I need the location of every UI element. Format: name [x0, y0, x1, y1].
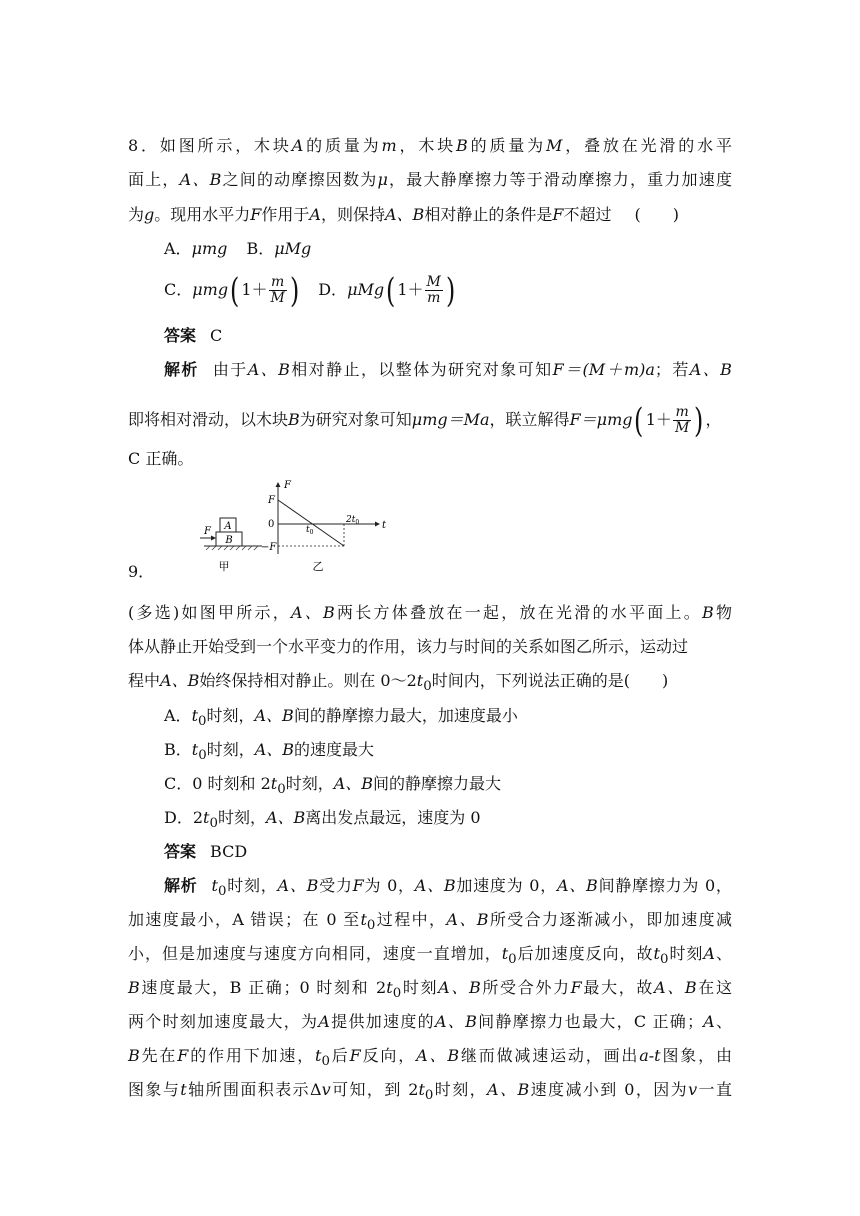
- q9-stem-line-1: (多选)如图甲所示，A、B两长方体叠放在一起，放在光滑的水平面上。B物: [128, 603, 732, 622]
- block-a-label: A: [224, 521, 232, 532]
- q9-figure: [192, 478, 402, 578]
- q9-option-b: B．$t_0$时刻，A、B的速度最大: [164, 740, 375, 764]
- figure-yi-caption: 乙: [312, 560, 324, 573]
- q9-option-a: A．$t_0$时刻，A、B间的静摩擦力最大，加速度最小: [164, 706, 518, 730]
- analysis-label: 解析: [164, 360, 199, 379]
- tick-zero: 0: [268, 519, 275, 530]
- figure-jia-blocks: [200, 518, 262, 573]
- q8-option-a: μmg: [191, 239, 228, 258]
- tick-2t0: $2t_0$: [346, 515, 360, 526]
- q8-analysis-line-2: 即将相对滑动，以木块B为研究对象可知μmg＝Ma，联立解得F＝μmg( 1＋ $\frac{m}{M}$ ) ，: [128, 400, 722, 441]
- q9-number: 9．: [128, 562, 155, 581]
- q8-options-ab: A．μmg B．μMg: [164, 239, 312, 258]
- q9-stem-line-3: 程中A、B始终保持相对静止。则在 $0\sim 2t_0$时间内，下列说法正确的是( ): [128, 671, 669, 695]
- force-f-label: F: [204, 526, 211, 537]
- q9-analysis-line-3: 小，但是加速度与速度方向相同，速度一直增加，$t_0$后加速度反向，故$t_0$时刻A、: [128, 944, 732, 968]
- q9-analysis-line-1: 解析 $t_0$时刻，A、B受力F为 0，A、B加速度为 0，A、B间静摩擦力为 0，: [164, 876, 732, 900]
- q9-option-d: D．$2t_0$时刻，A、B离出发点最远，速度为 0: [164, 808, 481, 832]
- answer-label: 答案: [164, 842, 197, 861]
- q9-analysis-line-6: B先在F的作用下加速，$t_0$后F反向，A、B继而做减速运动，画出a-t图象，由: [128, 1046, 732, 1070]
- q8-stem-line-2: 面上，A、B之间的动摩擦因数为μ，最大静摩擦力等于滑动摩擦力，重力加速度: [128, 170, 732, 189]
- figure-jia-caption: 甲: [218, 560, 230, 573]
- axis-t-label: t: [382, 520, 387, 531]
- q9-analysis-line-7: 图象与t轴所围面积表示Δv可知，到 $2t_0$时刻，A、B速度减小到 0，因为v一直: [128, 1080, 732, 1104]
- axis-f-label: F: [284, 480, 291, 491]
- figure-yi-graph: [261, 480, 387, 573]
- answer-label: 答案: [164, 326, 197, 345]
- q8-analysis-line-3: C 正确。: [128, 449, 194, 468]
- q9-option-c: C．0 时刻和 $2t_0$时刻，A、B间的静摩擦力最大: [164, 774, 502, 798]
- q9-analysis-line-5: 两个时刻加速度最大，为A提供加速度的A、B间静摩擦力也最大，C 正确；A、: [128, 1012, 732, 1031]
- q9-answer: 答案 BCD: [164, 842, 248, 861]
- q8-option-d: μMg: [347, 280, 385, 299]
- block-b-label: B: [225, 535, 233, 546]
- q8-option-c: μmg: [192, 280, 229, 299]
- q8-analysis-line-1: 解析 由于A、B相对静止，以整体为研究对象可知F＝(M＋m)a；若A、B: [164, 360, 732, 379]
- q8-option-b: μMg: [274, 239, 312, 258]
- q9-analysis-line-2: 加速度最小，A 错误；在 0 至$t_0$过程中，A、B所受合力逐渐减小，即加速度减: [128, 910, 732, 934]
- tick-f: F: [268, 495, 275, 506]
- tick-t0: $t_0$: [306, 525, 314, 536]
- q8-options-cd: C．μmg( 1＋ $\frac{m}{M}$ ) D．μMg( 1＋ $\frac{M}{m}$ ): [164, 270, 456, 311]
- q8-answer: 答案 C: [164, 326, 223, 345]
- q8-answer-paren: ( ): [634, 205, 680, 224]
- q8-stem-line-1: 8．如图所示，木块A的质量为m，木块B的质量为M，叠放在光滑的水平: [128, 136, 732, 155]
- q8-stem-line-3: 为g。现用水平力F作用于A，则保持A、B相对静止的条件是F不超过 ( ): [128, 205, 680, 224]
- q9-stem-line-2: 体从静止开始受到一个水平变力的作用，该力与时间的关系如图乙所示，运动过: [128, 637, 689, 656]
- analysis-label: 解析: [164, 876, 198, 895]
- q9-analysis-line-4: B速度最大，B 正确；0 时刻和 $2t_0$时刻A、B所受合外力F最大，故A、B在这: [128, 978, 732, 1002]
- tick-neg-f: −F: [261, 542, 277, 553]
